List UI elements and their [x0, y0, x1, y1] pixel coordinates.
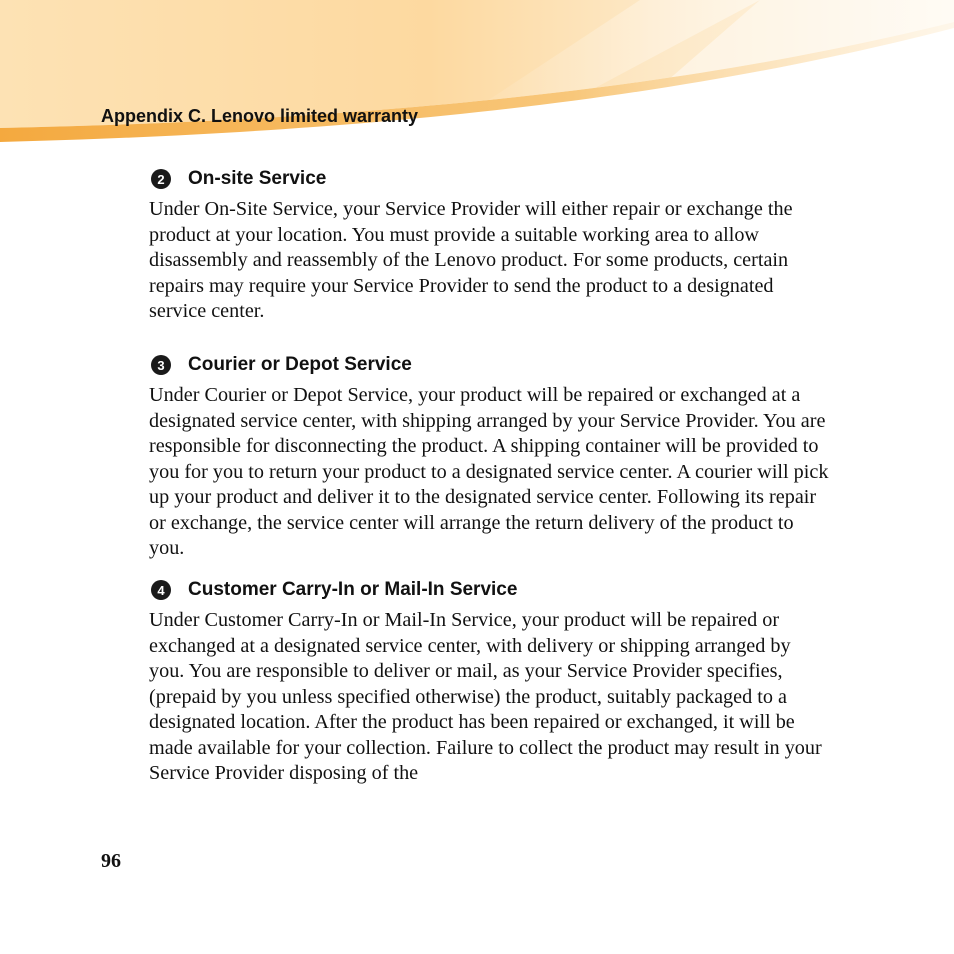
section-heading [149, 167, 829, 191]
section-heading-text: Courier or Depot Service [188, 354, 412, 375]
chapter-title: Appendix C. Lenovo limited warranty [101, 106, 419, 126]
section-heading-text: Customer Carry-In or Mail-In Service [188, 579, 518, 600]
section-carry-in-mail-in-service [149, 578, 829, 787]
section-heading [149, 578, 829, 602]
section-courier-depot-service [149, 353, 829, 562]
section-body-text: Under Customer Carry-In or Mail-In Service, your product will be repaired or exchanged at a designated service center, with delivery or shipping arranged by you. You are responsible to deliver or mail, as your Service Provider specifies, (prepaid by you unless specified otherwise) the product, suitably packaged to a designated location. After the product has been repaired or exchanged, it will be made available for your collection. Failure to collect the product may result in your Service Provider disposing of the [149, 609, 822, 784]
numbered-bullet: 2 [151, 169, 171, 189]
numbered-bullet: 4 [151, 580, 171, 600]
header-band-graphic [0, 0, 954, 150]
page-number: 96 [101, 850, 121, 872]
section-body-text: Under On-Site Service, your Service Provider will either repair or exchange the product at your location. You must provide a suitable working area to allow disassembly and reassembly of the Lenovo product. For some products, certain repairs may require your Service Provider to send the product to a designated service center. [149, 198, 793, 322]
section-heading-text: On-site Service [188, 168, 327, 189]
section-body-text: Under Courier or Depot Service, your product will be repaired or exchanged at a designated service center, with shipping arranged by your Service Provider. You are responsible for disconnecting the product. A shipping container will be provided to you for you to return your product to a designated service center. A courier will pick up your product and deliver it to the designated service center. Following its repair or exchange, the service center will arrange the return delivery of the product to you. [149, 384, 829, 559]
section-heading [149, 353, 829, 377]
numbered-bullet: 3 [151, 355, 171, 375]
header-decorative-band [0, 0, 954, 150]
section-on-site-service [149, 167, 829, 325]
